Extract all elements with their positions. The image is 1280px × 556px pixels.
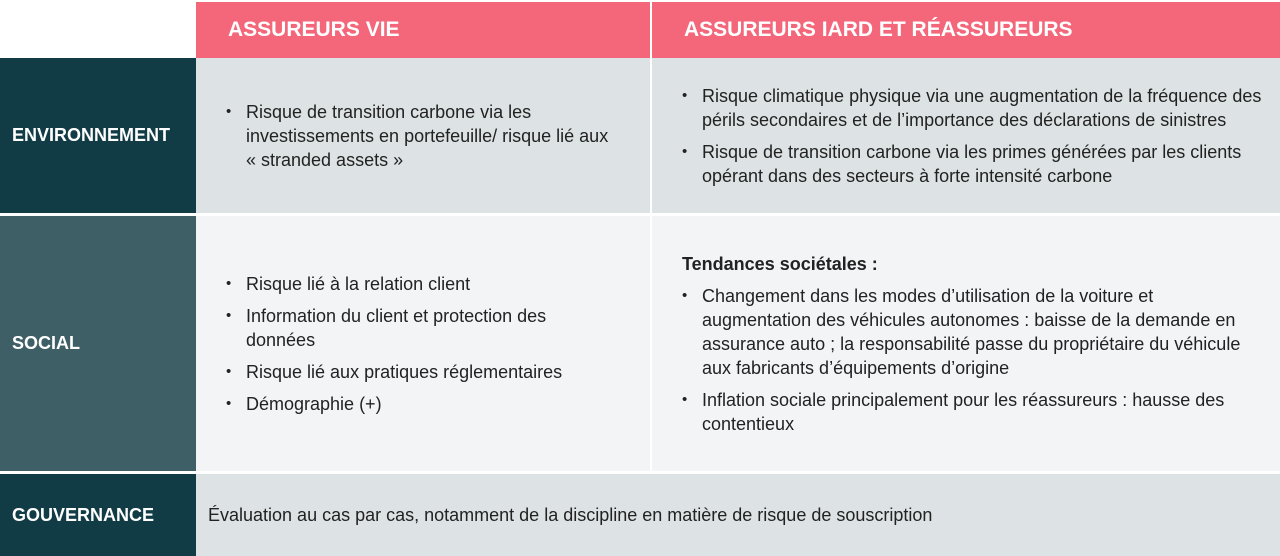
cell-env-vie [196,58,652,216]
social-vie-list [226,272,610,416]
list-item: • Risque de transition carbone via les investissements en portefeuille/ risque lié aux « stranded assets » [226,100,610,172]
list-item: • Risque de transition carbone via les primes générées par les clients opérant dans des secteurs à forte intensité carbone [682,140,1264,188]
corner-blank [0,0,196,58]
social-iard-heading: Tendances sociétales : [682,253,878,274]
row-label-social: SOCIAL [0,216,196,474]
list-item: • Changement dans les modes d’utilisation de la voiture et augmentation des véhicules autonomes : baisse de la demande en assurance auto ; la responsabilité passe du propriétaire du véhicule aux fabricants d’équipements d’origine [682,284,1264,380]
header-assureurs-vie: ASSUREURS VIE [196,0,652,58]
cell-social-vie [196,216,652,474]
list-item: • Risque lié aux pratiques réglementaires [226,360,610,384]
row-label-gouvernance: GOUVERNANCE [0,474,196,556]
list-item: • Risque lié à la relation client [226,272,610,296]
cell-social-iard [652,216,1280,474]
list-item: • Démographie (+) [226,392,610,416]
row-label-environnement: ENVIRONNEMENT [0,58,196,216]
header-assureurs-iard: ASSUREURS IARD ET RÉASSUREURS [652,0,1280,58]
cell-gouvernance: Évaluation au cas par cas, notamment de la discipline en matière de risque de souscription [196,474,1280,556]
social-iard-list [682,284,1264,436]
list-item: • Risque climatique physique via une augmentation de la fréquence des périls secondaires et de l’importance des déclarations de sinistres [682,84,1264,132]
env-vie-list [226,100,610,172]
list-item: • Inflation sociale principalement pour les réassureurs : hausse des contentieux [682,388,1264,436]
cell-env-iard [652,58,1280,216]
list-item: • Information du client et protection des données [226,304,610,352]
env-iard-list [682,84,1264,188]
